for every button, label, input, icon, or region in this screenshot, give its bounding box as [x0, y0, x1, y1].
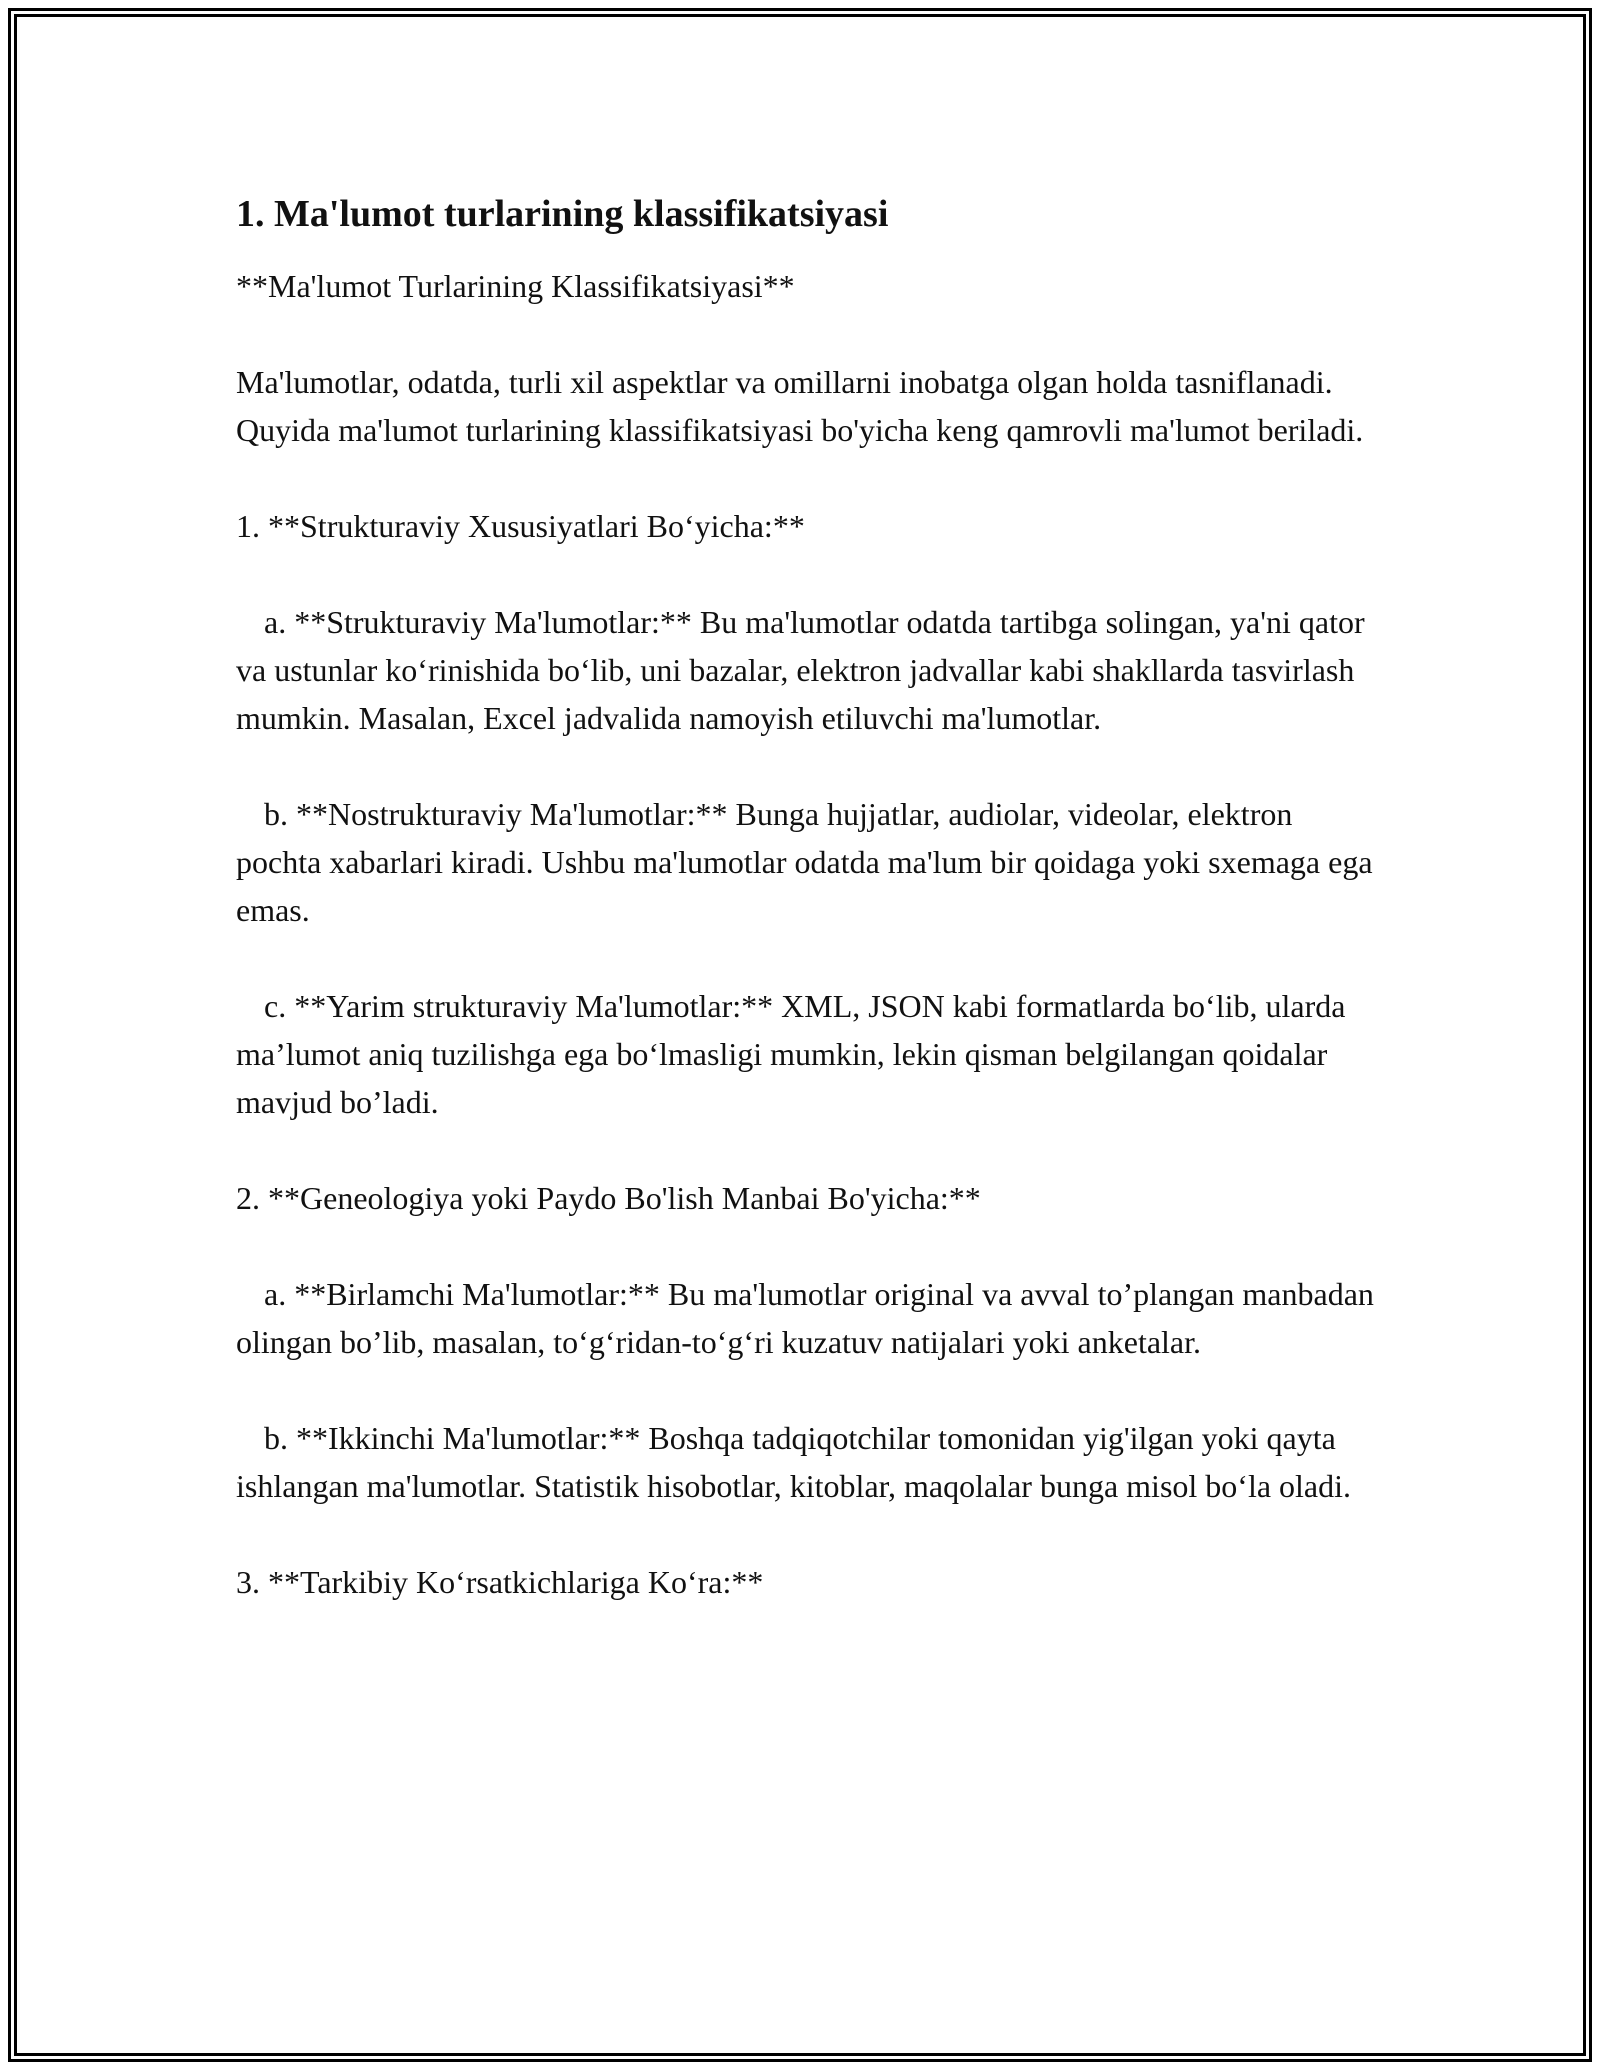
section-1-heading: 1. **Strukturaviy Xususiyatlari Bo‘yicha:** — [236, 508, 805, 544]
intro-paragraph: Ma'lumotlar, odatda, turli xil aspektlar va omillarni inobatga olgan holda tasniflanadi. Quyida ma'lumot turlarining klassifikatsiyasi bo'yicha keng qamrovli ma'lumot beriladi. — [236, 364, 1364, 448]
section-1-item-c: c. **Yarim strukturaviy Ma'lumotlar:** XML, JSON kabi formatlarda bo‘lib, ularda ma’lumot aniq tuzilishga ega bo‘lmasligi mumkin, lekin qisman belgilangan qoidalar mavjud bo’ladi. — [236, 988, 1346, 1120]
section-2-item-a: a. **Birlamchi Ma'lumotlar:** Bu ma'lumotlar original va avval to’plangan manbadan olingan bo’lib, masalan, to‘g‘ridan-to‘g‘ri kuzatuv natijalari yoki anketalar. — [236, 1276, 1374, 1360]
section-1-item-b: b. **Nostrukturaviy Ma'lumotlar:** Bunga hujjatlar, audiolar, videolar, elektron pochta xabarlari kiradi. Ushbu ma'lumotlar odatda ma'lum bir qoidaga yoki sxemaga ega emas. — [236, 796, 1373, 928]
section-2-item-b: b. **Ikkinchi Ma'lumotlar:** Boshqa tadqiqotchilar tomonidan yig'ilgan yoki qayta ishlangan ma'lumotlar. Statistik hisobotlar, kitoblar, maqolalar bunga misol bo‘la oladi. — [236, 1420, 1352, 1504]
section-1-item-a: a. **Strukturaviy Ma'lumotlar:** Bu ma'lumotlar odatda tartibga solingan, ya'ni qator va ustunlar ko‘rinishida bo‘lib, uni bazalar, elektron jadvallar kabi shakllarda tasvirlash mumkin. Masalan, Excel jadvalida namoyish etiluvchi ma'lumotlar. — [236, 604, 1365, 736]
section-3-heading: 3. **Tarkibiy Ko‘rsatkichlariga Ko‘ra:** — [236, 1564, 764, 1600]
section-2-heading: 2. **Geneologiya yoki Paydo Bo'lish Manbai Bo'yicha:** — [236, 1180, 981, 1216]
document-subtitle: **Ma'lumot Turlarining Klassifikatsiyasi** — [236, 268, 795, 304]
document-title: 1. Ma'lumot turlarining klassifikatsiyasi — [236, 193, 889, 235]
document-body — [236, 186, 1376, 1606]
